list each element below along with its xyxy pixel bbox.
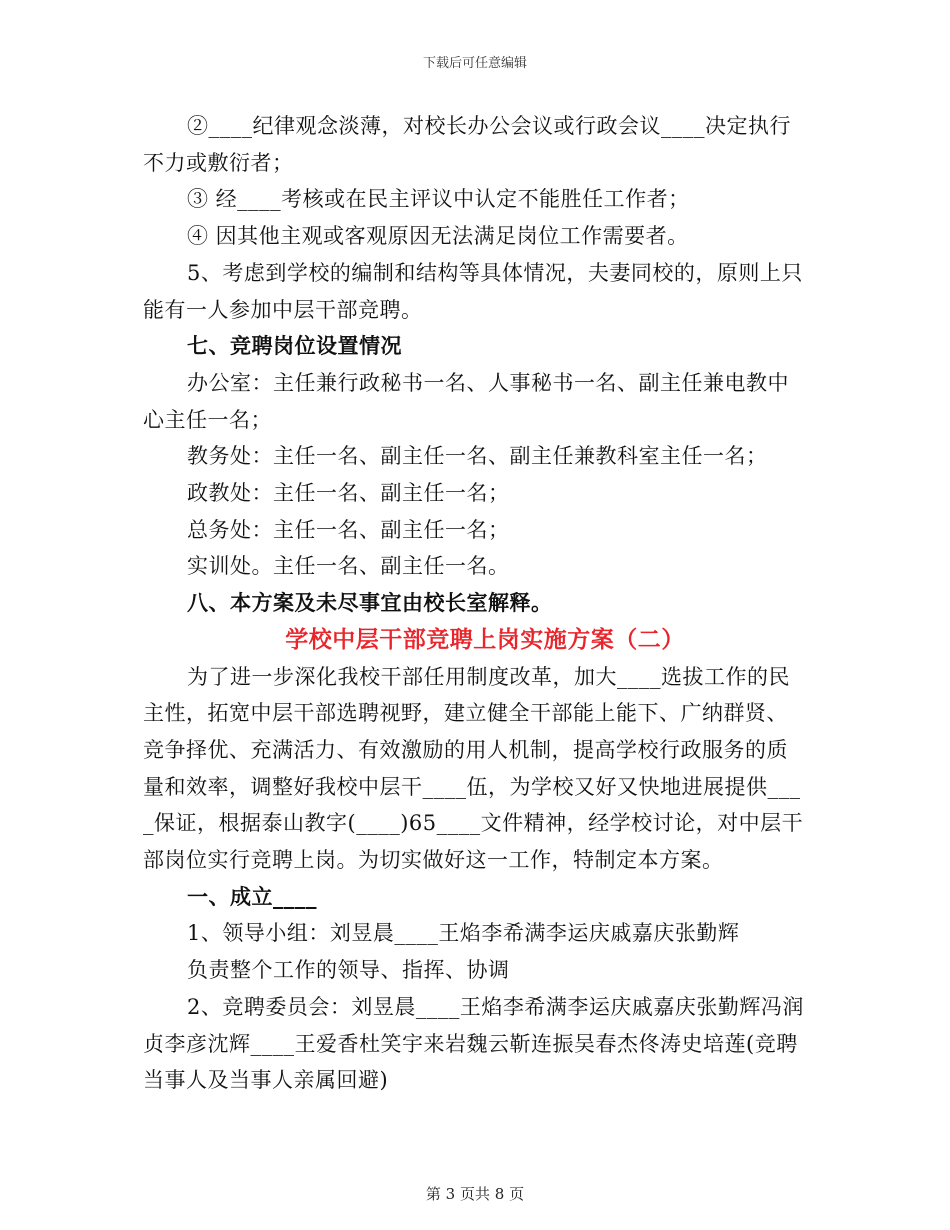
text-line: 部岗位实行竞聘上岗。为切实做好这一工作，特制定本方案。: [143, 848, 724, 873]
text-line: 竞争择优、充满活力、有效激励的用人机制，提高学校行政服务的质: [143, 737, 788, 762]
text-line: 实训处。主任一名、副主任一名。: [187, 554, 510, 579]
text-line: 总务处：主任一名、副主任一名；: [187, 517, 510, 542]
text-line: _保证，根据泰山教字(____)65____文件精神，经学校讨论，对中层干: [143, 811, 804, 836]
section-title: 学校中层干部竞聘上岗实施方案（二）: [285, 625, 685, 653]
text-line: 政教处：主任一名、副主任一名；: [187, 481, 510, 506]
text-line: 能有一人参加中层干部竞聘。: [143, 297, 423, 322]
text-line: 5、考虑到学校的编制和结构等具体情况，夫妻同校的，原则上只: [187, 260, 803, 285]
document-body: [143, 108, 807, 1099]
text-line: ③ 经____考核或在民主评议中认定不能胜任工作者；: [187, 187, 690, 212]
text-line: 教务处：主任一名、副主任一名、副主任兼教科室主任一名；: [187, 444, 768, 469]
text-line: 1、领导小组：刘昱晨____王焰李希满李运庆戚嘉庆张勤辉: [187, 921, 740, 946]
page-header: 下载后可任意编辑: [422, 56, 527, 71]
text-line: 2、竞聘委员会：刘昱晨____王焰李希满李运庆戚嘉庆张勤辉冯润: [187, 994, 804, 1019]
text-line: ④ 因其他主观或客观原因无法满足岗位工作需要者。: [187, 224, 689, 249]
text-line: 八、本方案及未尽事宜由校长室解释。: [187, 590, 553, 616]
text-line: 七、竞聘岗位设置情况: [187, 333, 402, 359]
text-line: 心主任一名；: [143, 407, 272, 432]
text-line: 主性，拓宽中层干部选聘视野，建立健全干部能上能下、广纳群贤、: [143, 701, 788, 726]
text-line: 为了进一步深化我校干部任用制度改革，加大____选拔工作的民: [187, 664, 790, 689]
text-line: ②____纪律观念淡薄，对校长办公会议或行政会议____决定执行: [187, 114, 791, 138]
text-line: 贞李彦沈辉____王爱香杜笑宇来岩魏云靳连振吴春杰佟涛史培莲(竞聘: [143, 1031, 798, 1056]
text-line: 一、成立____: [187, 883, 317, 909]
text-line: 当事人及当事人亲属回避): [143, 1068, 389, 1093]
text-line: 不力或敷衍者；: [143, 150, 294, 175]
text-line: 量和效率，调整好我校中层干____伍，为学校又好又快地进展提供___: [143, 774, 801, 799]
text-line: 负责整个工作的领导、指挥、协调: [187, 958, 510, 983]
text-line: 办公室：主任兼行政秘书一名、人事秘书一名、副主任兼电教中: [187, 370, 789, 395]
page-footer: 第 3 页共 8 页: [425, 1185, 525, 1203]
